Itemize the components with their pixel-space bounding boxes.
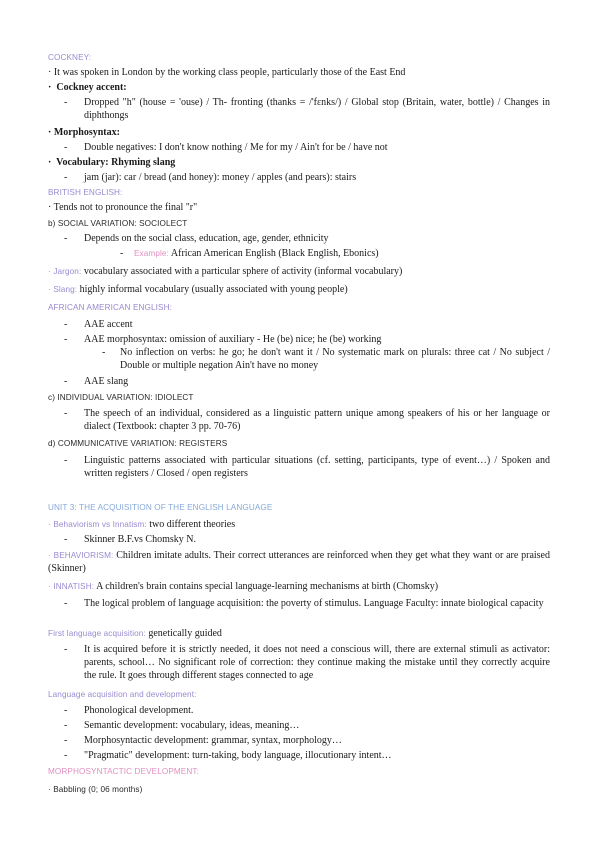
social-example-line — [134, 247, 379, 260]
list-dash: - — [64, 172, 68, 183]
bullet-dot: · — [48, 67, 52, 78]
social-item: Depends on the social class, education, age, gender, ethnicity — [84, 233, 329, 244]
fla-line — [48, 627, 222, 640]
list-dash: - — [64, 142, 68, 153]
behaviorism-paragraph — [48, 549, 550, 575]
bi-item: Skinner B.F.vs Chomsky N. — [84, 534, 196, 545]
aae-heading: AFRICAN AMERICAN ENGLISH: — [48, 303, 172, 312]
lad-item: "Pragmatic" development: turn-taking, body language, illocutionary intent… — [84, 750, 392, 761]
british-heading: BRITISH ENGLISH: — [48, 188, 123, 197]
list-dash: - — [120, 248, 124, 259]
example-label: Example: — [134, 249, 169, 258]
behaviorism-text: Children imitate adults. Their correct utterances are reinforced when they get what they want or are praised (Skinner) — [48, 550, 550, 574]
fla-label: First language acquisition: — [48, 629, 146, 638]
british-line — [48, 201, 197, 214]
list-dash: - — [64, 408, 68, 419]
example-text: African American English (Black English, Ebonics) — [170, 248, 379, 259]
social-heading: b) SOCIAL VARIATION: SOCIOLECT — [48, 219, 188, 228]
babbling-text: Babbling (0; 06 months) — [53, 785, 143, 794]
bullet-dot: · — [48, 157, 52, 168]
list-dash: - — [64, 735, 68, 746]
cockney-vocab-label: Vocabulary: Rhyming slang — [56, 157, 176, 168]
bullet-dot: · — [48, 582, 51, 591]
cockney-text: It was spoken in London by the working class people, particularly those of the East End — [53, 67, 406, 78]
cockney-vocab-label-line — [48, 156, 175, 169]
list-dash: - — [64, 598, 68, 609]
fla-text: genetically guided — [148, 628, 222, 639]
aae-item-2: AAE morphosyntax: omission of auxiliary - He (be) nice; he (be) working — [84, 334, 382, 345]
bi-line — [48, 518, 235, 531]
jargon-text: vocabulary associated with a particular sphere of activity (informal vocabulary) — [83, 266, 403, 277]
lad-item: Semantic development: vocabulary, ideas, meaning… — [84, 720, 300, 731]
cockney-accent-label-line — [48, 81, 127, 94]
list-dash: - — [64, 705, 68, 716]
jargon-line — [48, 265, 402, 278]
bullet-dot: · — [48, 202, 52, 213]
slang-line — [48, 283, 348, 296]
unit3-heading: UNIT 3: THE ACQUISITION OF THE ENGLISH LANGUAGE — [48, 503, 273, 512]
list-dash: - — [64, 233, 68, 244]
list-dash: - — [64, 334, 68, 345]
cockney-accent-label: Cockney accent: — [56, 82, 127, 93]
british-text: Tends not to pronounce the final "r" — [53, 202, 198, 213]
fla-item: It is acquired before it is strictly needed, it does not need a conscious will, there are external stimuli as activator: parents, school… No significant role of correction: they continue making the mistake until they correctly acquire the rule. It goes through different stages connected to age — [84, 644, 550, 681]
communicative-item: Linguistic patterns associated with particular situations (cf. setting, participants, type of event…) / Spoken and written registers / Closed / open registers — [84, 455, 550, 479]
lad-item: Morphosyntactic development: grammar, syntax, morphology… — [84, 735, 342, 746]
lad-item: Phonological development. — [84, 705, 194, 716]
list-dash: - — [64, 720, 68, 731]
bullet-dot: · — [48, 551, 51, 560]
babbling-line — [48, 783, 142, 796]
individual-item: The speech of an individual, considered as a linguistic pattern unique among speakers of his or her language or dialect (Textbook: chapter 3 pp. 70-76) — [84, 408, 550, 432]
list-dash: - — [64, 644, 68, 655]
bi-text: two different theories — [149, 519, 236, 530]
bullet-dot: · — [48, 82, 52, 93]
jargon-label: Jargon: — [53, 267, 82, 276]
behaviorism-label: BEHAVIORISM: — [53, 551, 114, 560]
innatism-text: A children's brain contains special language-learning mechanisms at birth (Chomsky) — [96, 581, 439, 592]
lad-heading: Language acquisition and development: — [48, 690, 197, 699]
individual-heading: c) INDIVIDUAL VARIATION: IDIOLECT — [48, 393, 194, 402]
cockney-morpho-item: Double negatives: I don't know nothing / Me for my / Ain't for be / have not — [84, 142, 388, 153]
list-dash: - — [64, 750, 68, 761]
morph-heading: MORPHOSYNTACTIC DEVELOPMENT: — [48, 767, 199, 776]
list-dash: - — [64, 534, 68, 545]
bi-label: Behaviorism vs Innatism: — [53, 520, 147, 529]
innatism-label: INNATISH: — [53, 582, 95, 591]
list-dash: - — [64, 319, 68, 330]
bullet-dot: · — [48, 127, 52, 138]
communicative-heading: d) COMMUNICATIVE VARIATION: REGISTERS — [48, 439, 228, 448]
aae-sub-item: No inflection on verbs: he go; he don't want it / No systematic mark on plurals: three cat / No subject / Double or multiple negation Ain't have no money — [120, 347, 550, 371]
list-dash: - — [64, 97, 68, 108]
slang-label: Slang: — [53, 285, 78, 294]
cockney-vocab-item: jam (jar): car / bread (and honey): money / apples (and pears): stairs — [84, 172, 357, 183]
cockney-morpho-label: Morphosyntax: — [53, 127, 120, 138]
cockney-line — [48, 66, 405, 79]
aae-item-1: AAE accent — [84, 319, 133, 330]
cockney-accent-item: Dropped "h" (house = 'ouse) / Th- fronting (thanks = /'fɛnks/) / Global stop (Britain, water, bottle) / Changes in diphthongs — [84, 97, 550, 121]
cockney-morpho-label-line — [48, 126, 120, 139]
list-dash: - — [64, 455, 68, 466]
cockney-heading: COCKNEY: — [48, 53, 92, 62]
slang-text: highly informal vocabulary (usually associated with young people) — [79, 284, 348, 295]
bullet-dot: · — [48, 785, 51, 794]
bullet-dot: · — [48, 520, 51, 529]
innatism-line — [48, 580, 438, 593]
list-dash: - — [64, 376, 68, 387]
aae-item-3: AAE slang — [84, 376, 129, 387]
bullet-dot: · — [48, 285, 51, 294]
list-dash: - — [102, 347, 106, 358]
innatism-item: The logical problem of language acquisition: the poverty of stimulus. Language Faculty: innate biological capacity — [84, 598, 544, 609]
bullet-dot: · — [48, 267, 51, 276]
